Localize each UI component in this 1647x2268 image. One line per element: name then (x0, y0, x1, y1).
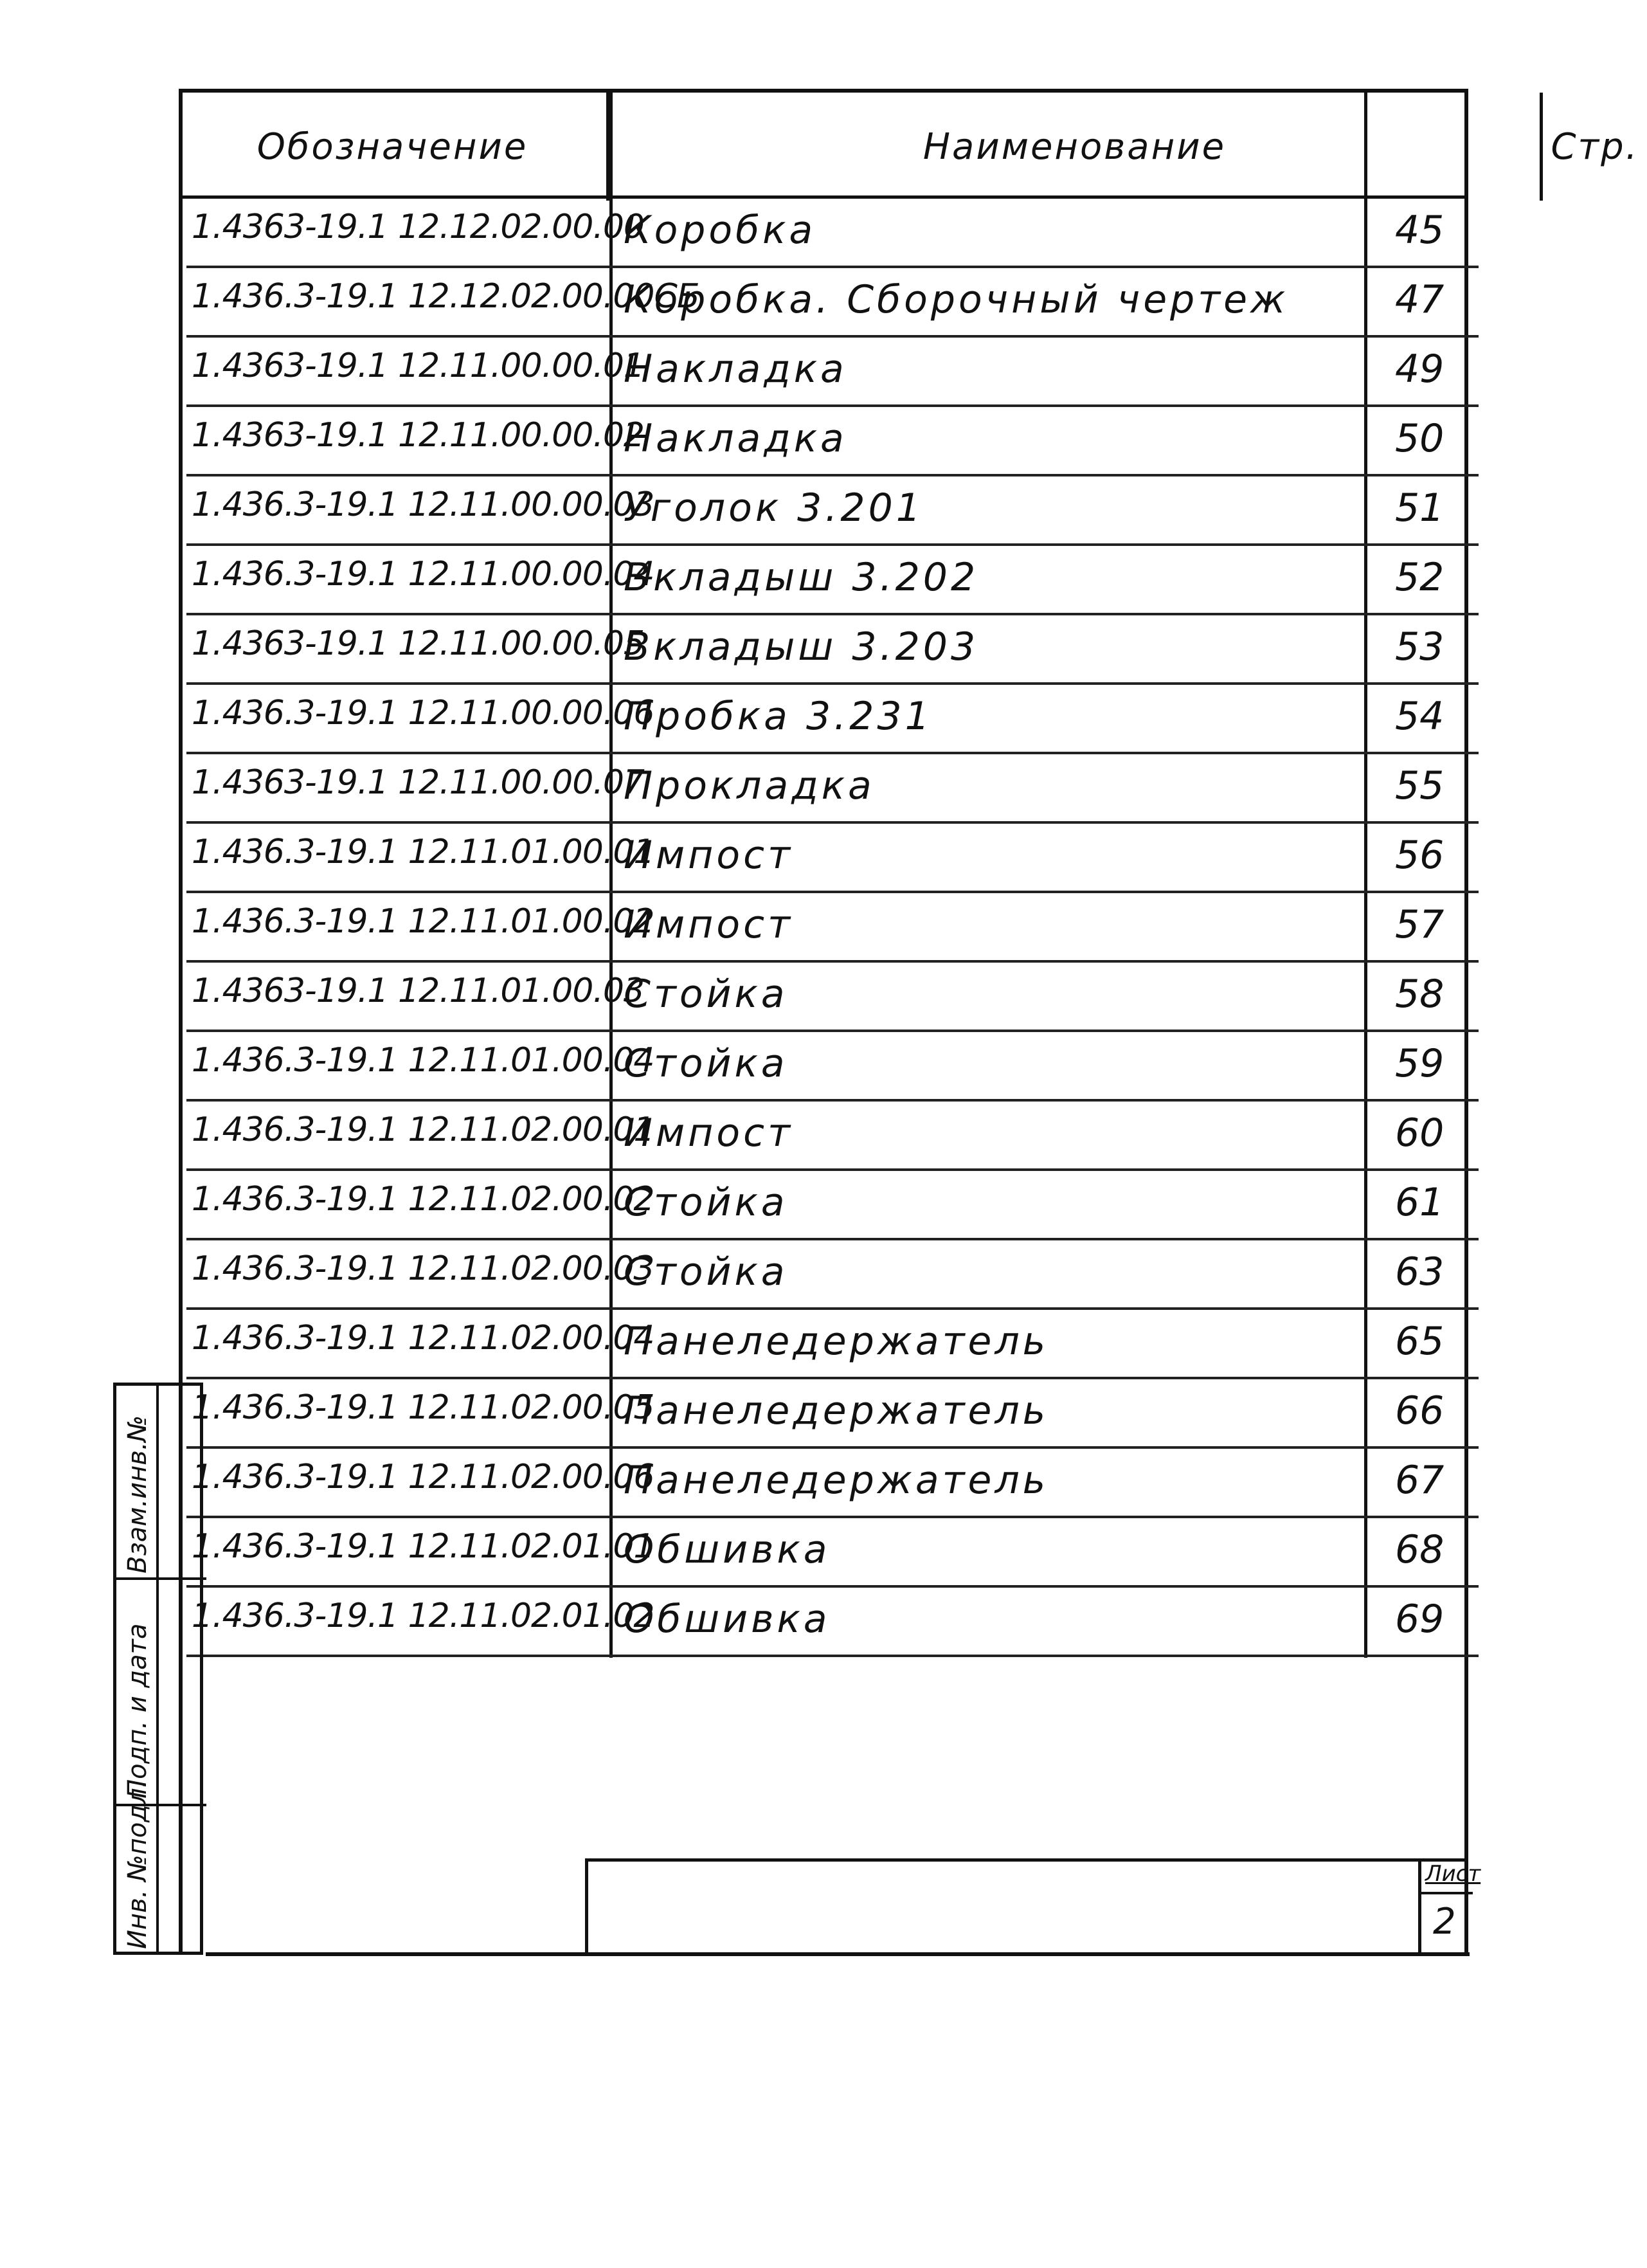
table-row (186, 754, 1479, 824)
table-row (186, 338, 1479, 407)
row-designation: 1.436.3-19.1 12.11.01.00.01 (192, 833, 654, 871)
row-designation: 1.4363-19.1 12.11.00.00.01 (192, 347, 644, 385)
title-block (585, 1858, 1468, 1955)
row-page: 59 (1395, 1041, 1444, 1086)
row-page: 53 (1395, 624, 1444, 669)
table-row (186, 1032, 1479, 1102)
row-name: Импост (624, 833, 794, 878)
table-row (186, 1449, 1479, 1518)
table-row (186, 1588, 1479, 1657)
row-designation: 1.436.3-19.1 12.11.02.00.03 (192, 1249, 654, 1288)
row-designation: 1.436.3-19.1 12.11.00.00.06 (192, 694, 654, 732)
stamp-cell-signature (116, 1580, 159, 1805)
stamp-original-inv-label: Инв. №подл. (123, 1779, 152, 1949)
row-designation: 1.436.3-19.1 12.11.01.00.02 (192, 902, 654, 941)
row-name: Стойка (624, 972, 788, 1017)
stamp-cell-original-inv (116, 1779, 159, 1952)
table-row (186, 615, 1479, 685)
header-designation: Обозначение (179, 93, 609, 201)
table-row (186, 1102, 1479, 1171)
table-row (186, 685, 1479, 754)
row-name: Коробка (624, 208, 816, 253)
header-name: Наименование (609, 93, 1543, 201)
row-name: Стойка (624, 1041, 788, 1086)
row-page: 69 (1395, 1597, 1444, 1642)
row-name: Импост (624, 1111, 794, 1156)
row-page: 56 (1395, 833, 1444, 878)
table-body (186, 199, 1479, 1657)
row-name: Стойка (624, 1180, 788, 1225)
table-row (186, 824, 1479, 893)
row-designation: 1.436.3-19.1 12.11.02.00.02 (192, 1180, 654, 1219)
row-designation: 1.436.3-19.1 12.11.01.00.04 (192, 1041, 654, 1080)
table-row (186, 963, 1479, 1032)
row-page: 52 (1395, 555, 1444, 600)
stamp-cell-replaced-inv (116, 1386, 159, 1579)
sheet-number-box (1418, 1858, 1481, 1955)
row-name: Вкладыш 3.202 (624, 555, 979, 600)
row-name: Вкладыш 3.203 (624, 624, 979, 669)
sheet-label: Лист (1425, 1861, 1481, 1887)
row-page: 45 (1395, 208, 1444, 253)
row-name: Импост (624, 902, 794, 947)
row-page: 60 (1395, 1111, 1444, 1156)
row-designation: 1.4363-19.1 12.11.00.00.07 (192, 763, 644, 802)
table-row (186, 199, 1479, 268)
table-row (186, 1518, 1479, 1588)
row-page: 67 (1395, 1458, 1444, 1503)
table-row (186, 407, 1479, 476)
row-name: Накладка (624, 347, 847, 392)
row-name: Панеледержатель (624, 1458, 1049, 1503)
table-row (186, 546, 1479, 615)
stamp-strip (113, 1383, 203, 1955)
sheet-box-divider (1421, 1892, 1473, 1894)
stamp-signature-label: Подп. и дата (123, 1623, 152, 1799)
row-page: 50 (1395, 416, 1444, 461)
row-name: Пробка 3.231 (624, 694, 933, 739)
table-row (186, 1310, 1479, 1379)
row-name: Уголок 3.201 (624, 485, 924, 531)
row-page: 68 (1395, 1527, 1444, 1572)
row-designation: 1.4363-19.1 12.11.01.00.03 (192, 972, 644, 1010)
row-name: Стойка (624, 1249, 788, 1294)
row-name: Панеледержатель (624, 1319, 1049, 1364)
row-page: 66 (1395, 1388, 1444, 1433)
row-page: 54 (1395, 694, 1444, 739)
row-designation: 1.4363-19.1 12.12.02.00.00 (192, 208, 644, 246)
row-designation: 1.436.3-19.1 12.12.02.00.00СБ (192, 277, 699, 316)
row-page: 49 (1395, 347, 1444, 392)
table-row (186, 1379, 1479, 1449)
row-page: 51 (1395, 485, 1444, 531)
row-page: 55 (1395, 763, 1444, 808)
row-designation: 1.4363-19.1 12.11.00.00.02 (192, 416, 644, 455)
row-page: 63 (1395, 1249, 1444, 1294)
table-row (186, 1240, 1479, 1310)
row-name: Накладка (624, 416, 847, 461)
row-page: 65 (1395, 1319, 1444, 1364)
row-designation: 1.4363-19.1 12.11.00.00.05 (192, 624, 644, 663)
header-page: Стр. (1551, 125, 1639, 168)
row-page: 57 (1395, 902, 1444, 947)
table-row (186, 268, 1479, 338)
row-designation: 1.436.3-19.1 12.11.02.00.01 (192, 1111, 654, 1149)
row-designation: 1.436.3-19.1 12.11.02.00.04 (192, 1319, 654, 1357)
bottom-border (206, 1952, 1470, 1956)
row-designation: 1.436.3-19.1 12.11.00.00.04 (192, 555, 654, 594)
row-page: 47 (1395, 277, 1444, 322)
row-designation: 1.436.3-19.1 12.11.02.01.01 (192, 1527, 654, 1566)
row-designation: 1.436.3-19.1 12.11.00.00.03 (192, 485, 654, 524)
row-name: Панеледержатель (624, 1388, 1049, 1433)
table-row (186, 1171, 1479, 1240)
row-designation: 1.436.3-19.1 12.11.02.00.06 (192, 1458, 654, 1496)
row-name: Прокладка (624, 763, 875, 808)
row-name: Обшивка (624, 1597, 831, 1642)
table-row (186, 893, 1479, 963)
row-page: 61 (1395, 1180, 1444, 1225)
sheet-number: 2 (1433, 1901, 1456, 1943)
row-designation: 1.436.3-19.1 12.11.02.01.02 (192, 1597, 654, 1635)
row-designation: 1.436.3-19.1 12.11.02.00.05 (192, 1388, 654, 1427)
row-name: Коробка. Сборочный чертеж (624, 277, 1289, 322)
row-name: Обшивка (624, 1527, 831, 1572)
table-row (186, 476, 1479, 546)
row-page: 58 (1395, 972, 1444, 1017)
stamp-replaced-inv-label: Взам.инв.№ (123, 1415, 152, 1574)
